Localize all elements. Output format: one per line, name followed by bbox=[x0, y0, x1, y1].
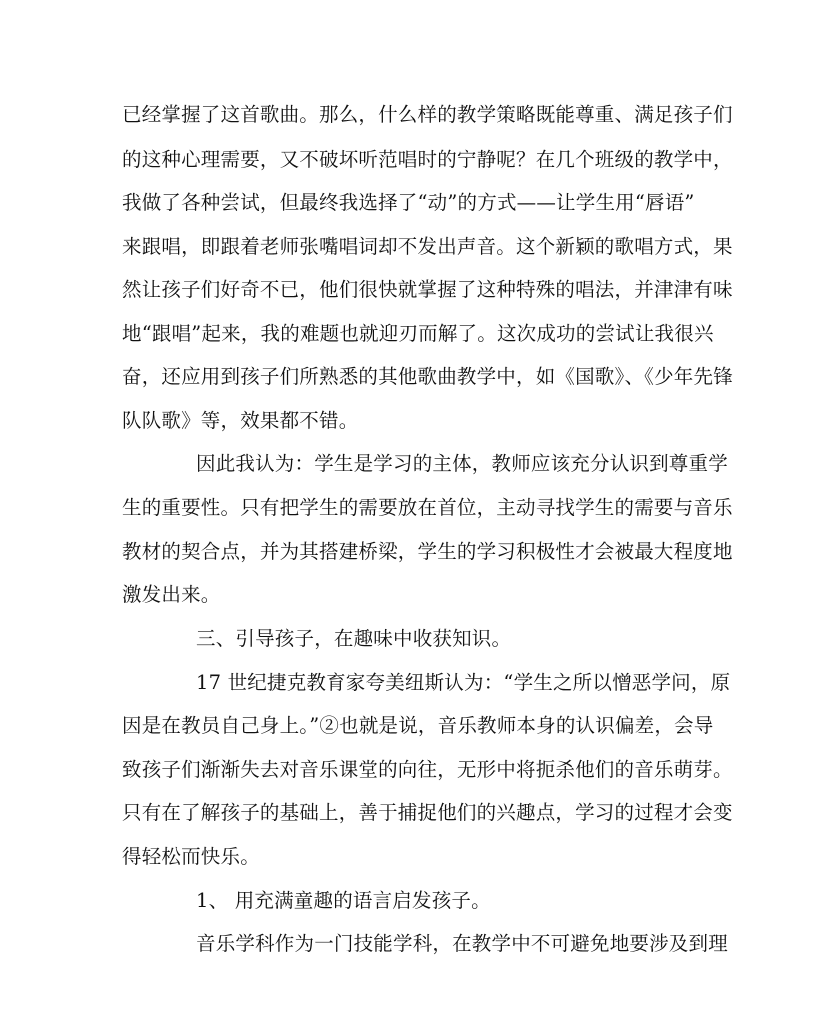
paragraph-line: 的这种心理需要，又不破坏听范唱时的宁静呢？在几个班级的教学中， bbox=[122, 148, 733, 171]
paragraph-line: 队队歌》等，效果都不错。 bbox=[122, 409, 359, 432]
paragraph-line: 17 世纪捷克教育家夸美纽斯认为：“学生之所以憎恶学问，原 bbox=[196, 671, 731, 694]
paragraph-line: 激发出来。 bbox=[122, 583, 221, 606]
paragraph-line: 教材的契合点，并为其搭建桥梁，学生的学习积极性才会被最大程度地 bbox=[122, 540, 733, 563]
paragraph-line: 得轻松而快乐。 bbox=[122, 845, 260, 868]
subsection-heading: 1、 用充满童趣的语言启发孩子。 bbox=[196, 889, 491, 912]
paragraph-line: 致孩子们渐渐失去对音乐课堂的向往，无形中将扼杀他们的音乐萌芽。 bbox=[122, 758, 733, 781]
paragraph-line: 奋，还应用到孩子们所熟悉的其他歌曲教学中，如《国歌》、《少年先锋 bbox=[122, 365, 733, 388]
paragraph-line: 我做了各种尝试，但最终我选择了“动”的方式——让学生用“唇语” bbox=[122, 191, 695, 214]
paragraph-line: 因此我认为：学生是学习的主体，教师应该充分认识到尊重学 bbox=[196, 452, 728, 475]
paragraph-line: 地“跟唱”起来，我的难题也就迎刃而解了。这次成功的尝试让我很兴 bbox=[122, 322, 714, 345]
paragraph-line: 音乐学科作为一门技能学科，在教学中不可避免地要涉及到理 bbox=[196, 932, 728, 955]
paragraph-line: 生的重要性。只有把学生的需要放在首位，主动寻找学生的需要与音乐 bbox=[122, 496, 733, 519]
paragraph-line: 只有在了解孩子的基础上，善于捕捉他们的兴趣点，学习的过程才会变 bbox=[122, 801, 733, 824]
paragraph-line: 然让孩子们好奇不已，他们很快就掌握了这种特殊的唱法，并津津有味 bbox=[122, 278, 733, 301]
paragraph-line: 因是在教员自己身上。”②也就是说，音乐教师本身的认识偏差，会导 bbox=[122, 714, 714, 737]
paragraph-line: 来跟唱，即跟着老师张嘴唱词却不发出声音。这个新颖的歌唱方式，果 bbox=[122, 235, 733, 258]
paragraph-line: 已经掌握了这首歌曲。那么，什么样的教学策略既能尊重、满足孩子们 bbox=[122, 103, 733, 126]
section-heading: 三、引导孩子，在趣味中收获知识。 bbox=[196, 627, 512, 650]
